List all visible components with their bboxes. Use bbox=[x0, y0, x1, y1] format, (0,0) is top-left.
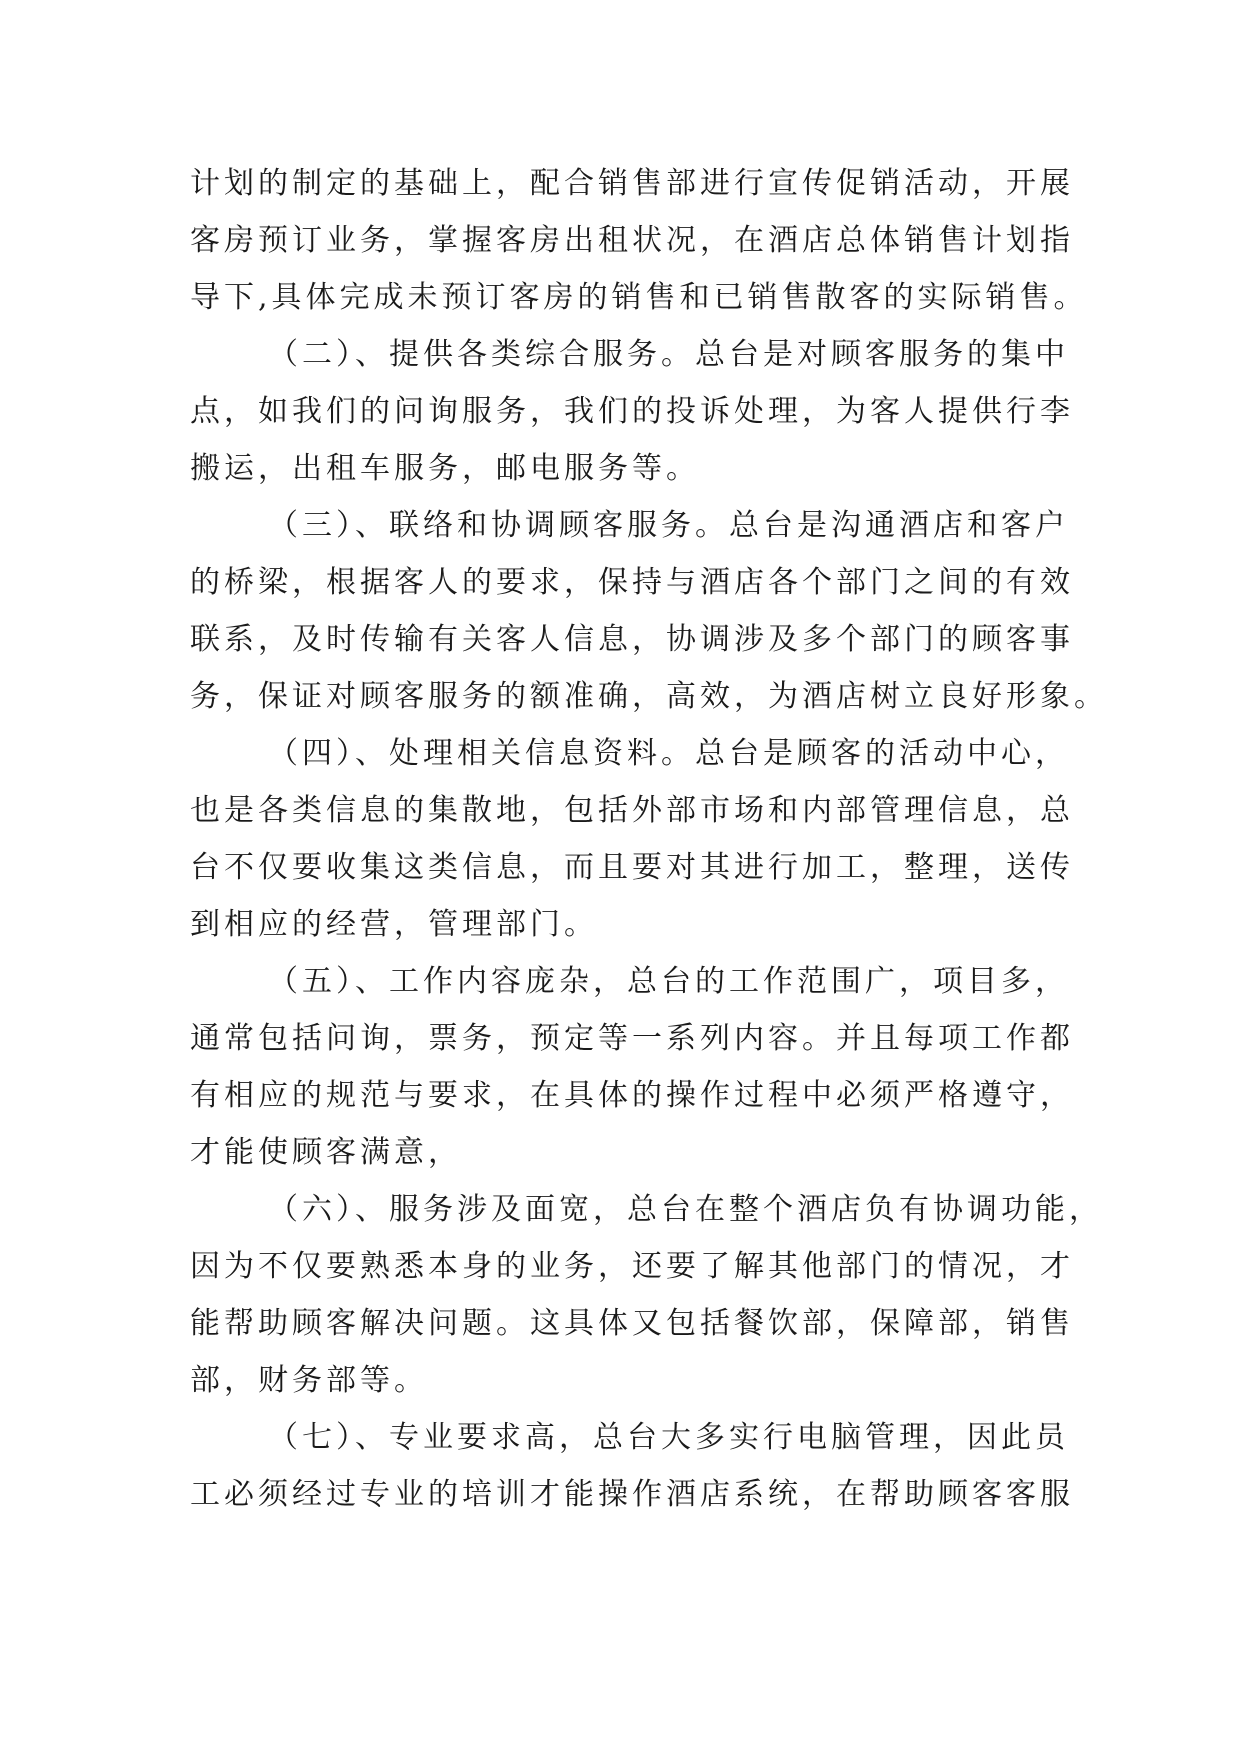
paragraph-heading-2: （二）、提供各类综合服务。总台是对顾客服务的集中 bbox=[268, 337, 1069, 372]
text-line: 有相应的规范与要求，在具体的操作过程中必须严格遵守， bbox=[190, 1078, 1074, 1113]
text-line: 工必须经过专业的培训才能操作酒店系统，在帮助顾客客服 bbox=[190, 1477, 1074, 1512]
text-line: 也是各类信息的集散地，包括外部市场和内部管理信息，总 bbox=[190, 793, 1074, 828]
text-line: 才能使顾客满意， bbox=[190, 1135, 462, 1170]
text-line: 台不仅要收集这类信息，而且要对其进行加工，整理，送传 bbox=[190, 850, 1074, 885]
text-line: 务，保证对顾客服务的额准确，高效，为酒店树立良好形象。 bbox=[190, 679, 1108, 714]
text-line: 因为不仅要熟悉本身的业务，还要了解其他部门的情况，才 bbox=[190, 1249, 1074, 1284]
text-line: 搬运，出租车服务，邮电服务等。 bbox=[190, 451, 700, 486]
text-line: 客房预订业务，掌握客房出租状况，在酒店总体销售计划指 bbox=[190, 223, 1074, 258]
paragraph-heading-6: （六）、服务涉及面宽，总台在整个酒店负有协调功能， bbox=[268, 1192, 1103, 1227]
text-line: 能帮助顾客解决问题。这具体又包括餐饮部，保障部，销售 bbox=[190, 1306, 1074, 1341]
text-line: 部，财务部等。 bbox=[190, 1363, 428, 1398]
paragraph-heading-5: （五）、工作内容庞杂，总台的工作范围广，项目多， bbox=[268, 964, 1069, 999]
text-line: 导下,具体完成未预订客房的销售和已销售散客的实际销售。 bbox=[190, 280, 1088, 315]
text-line: 的桥梁，根据客人的要求，保持与酒店各个部门之间的有效 bbox=[190, 565, 1074, 600]
paragraph-heading-3: （三）、联络和协调顾客服务。总台是沟通酒店和客户 bbox=[268, 508, 1069, 543]
paragraph-heading-7: （七）、专业要求高，总台大多实行电脑管理，因此员 bbox=[268, 1420, 1069, 1455]
text-line: 联系，及时传输有关客人信息，协调涉及多个部门的顾客事 bbox=[190, 622, 1074, 657]
text-line: 到相应的经营，管理部门。 bbox=[190, 907, 598, 942]
text-line: 计划的制定的基础上，配合销售部进行宣传促销活动，开展 bbox=[190, 166, 1074, 201]
text-line: 通常包括问询，票务，预定等一系列内容。并且每项工作都 bbox=[190, 1021, 1074, 1056]
text-line: 点，如我们的问询服务，我们的投诉处理，为客人提供行李 bbox=[190, 394, 1074, 429]
paragraph-heading-4: （四）、处理相关信息资料。总台是顾客的活动中心， bbox=[268, 736, 1069, 771]
